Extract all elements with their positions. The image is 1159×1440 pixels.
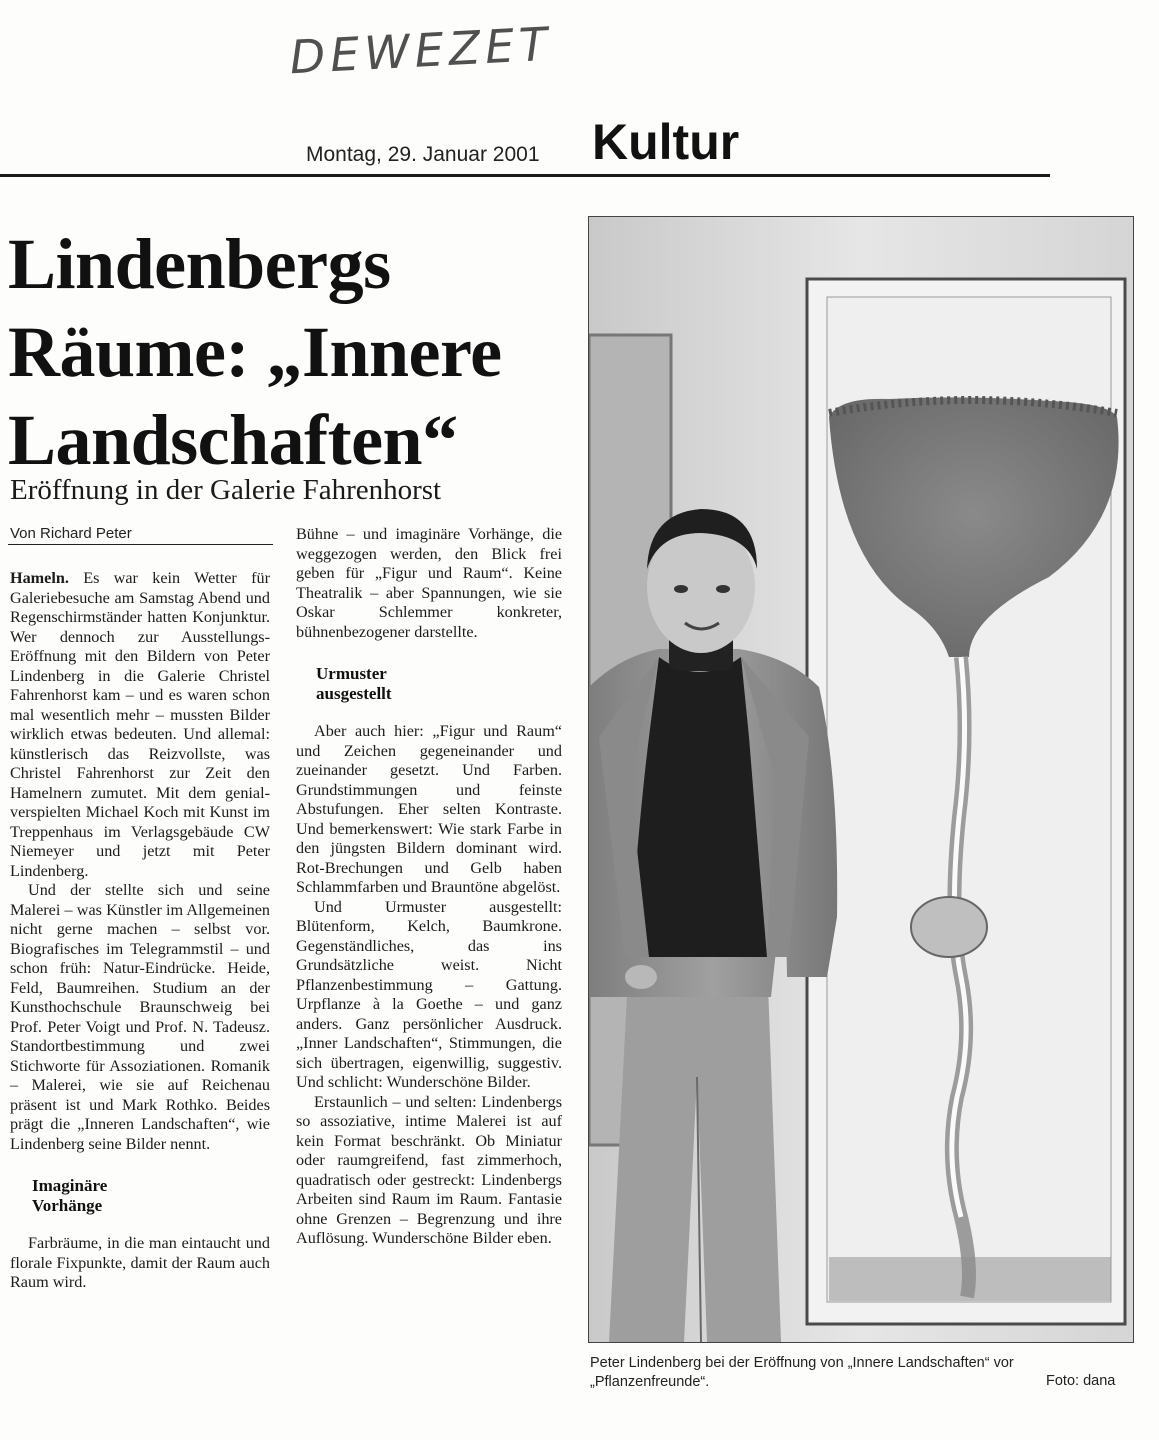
byline: Von Richard Peter: [10, 525, 132, 542]
paragraph: Und Urmuster ausgestellt: Blütenform, Kelch, Baumkrone. Gegenständliches, das ins Grundsätzliche weist. Nicht Pflanzenbestimmung – Gattung. Urpflanze à la Goethe – und ganz anders. Ganz persönlicher Ausdruck. „Inner Landschaften“, Stimmungen, die sich übertragen, eigenwillig, suggestiv. Und schlicht: Wunderschöne Bilder.: [296, 897, 562, 1091]
article-column-2: [296, 525, 562, 1249]
photo-credit: Foto: dana: [1046, 1373, 1116, 1389]
headline-line-1: Lindenbergs: [8, 224, 391, 304]
headline-line-3: Landschaften“: [8, 400, 458, 480]
paragraph: Aber auch hier: „Figur und Raum“ und Zeichen gegeneinander und zueinander gesetzt. Und Farben. Grundstimmungen und feinste Abstufungen. Eher selten Kontraste. Und bemerkenswert: Wie stark Farbe in den jüngsten Bildern dominant wird. Rot-Brechungen und Gelb haben Schlammfarben und Brauntöne abgelöst.: [296, 722, 562, 896]
paragraph-text: Es war kein Wetter für Galeriebesuche am Samstag Abend und Regenschirmständer hatten Konjunktur. Wer dennoch zur Ausstellungs-Eröffnung mit den Bildern von Peter Lindenberg in die Galerie Christel Fahrenhorst kam – und es waren schon mal wesentlich mehr – mussten Bilder wirklich etwas bedeuten. Und allemal: künstlerisch das Reizvollste, was Christel Fahrenhorst zur Zeit den Hamelnern zumutet. Mit dem genial-verspielten Michael Koch mit Kunst im Treppenhaus im Verlagsgebäude CW Niemeyer und jetzt mit Peter Lindenberg.: [10, 569, 270, 880]
paragraph: Und der stellte sich und seine Malerei – was Künstler im Allgemeinen nicht gerne machen – selbst vor. Biografisches im Telegrammstil – und schon früh: Natur-Eindrücke. Heide, Feld, Baumreihen. Studium an der Kunsthochschule Braunschweig bei Prof. Peter Voigt und Prof. N. Tadeusz. Standortbestimmung und zwei Stichworte für Assoziationen. Romanik – Malerei, wie sie auf Reichenau präsent ist und Mark Rothko. Beides prägt die „Inneren Landschaften“, wie Lindenberg seine Bilder nennt.: [10, 881, 270, 1153]
photo-illustration: [589, 217, 1133, 1342]
header-rule: [0, 174, 1050, 177]
byline-rule: [8, 544, 273, 545]
subhead-urmuster-ausgestellt: Urmuster ausgestellt: [316, 664, 392, 703]
subhead-imaginaere-vorhaenge: Imaginäre Vorhänge: [32, 1176, 108, 1215]
dateline: Hameln.: [10, 569, 69, 587]
headline: [8, 220, 578, 484]
paragraph: [10, 569, 270, 881]
painting-pflanzenfreunde: [807, 279, 1125, 1324]
photo-caption: Peter Lindenberg bei der Eröffnung von „Innere Landschaften“ vor „Pflanzenfreunde“.: [590, 1355, 1014, 1390]
article-column-1: [10, 569, 270, 1293]
section-title: Kultur: [592, 114, 740, 170]
paragraph: Erstaunlich – und selten: Lindenbergs so assoziative, intime Malerei ist auf kein Format beschränkt. Ob Miniatur oder raumgreifend, fast zimmerhoch, quadratisch oder gestreckt: Lindenbergs Arbeiten sind Raum im Raum. Fantasie ohne Grenzen – Begrenzung und ihre Auflösung. Wunderschöne Bilder eben.: [296, 1092, 562, 1247]
article-photo: [588, 216, 1134, 1343]
subheadline: Eröffnung in der Galerie Fahrenhorst: [10, 474, 442, 506]
paragraph: Farbräume, in die man eintaucht und florale Fixpunkte, damit der Raum auch Raum wird.: [10, 1234, 270, 1291]
handwritten-source-note: DEWEZET: [288, 16, 554, 85]
headline-line-2: Räume: „Innere: [8, 312, 502, 392]
issue-date: Montag, 29. Januar 2001: [306, 143, 540, 166]
paragraph: Bühne – und imaginäre Vorhänge, die weggezogen werden, den Blick frei geben für „Figur und Raum“. Keine Theatralik – aber Spannungen, wie sie Oskar Schlemmer konkreter, bühnenbezogener darstellte.: [296, 525, 562, 641]
